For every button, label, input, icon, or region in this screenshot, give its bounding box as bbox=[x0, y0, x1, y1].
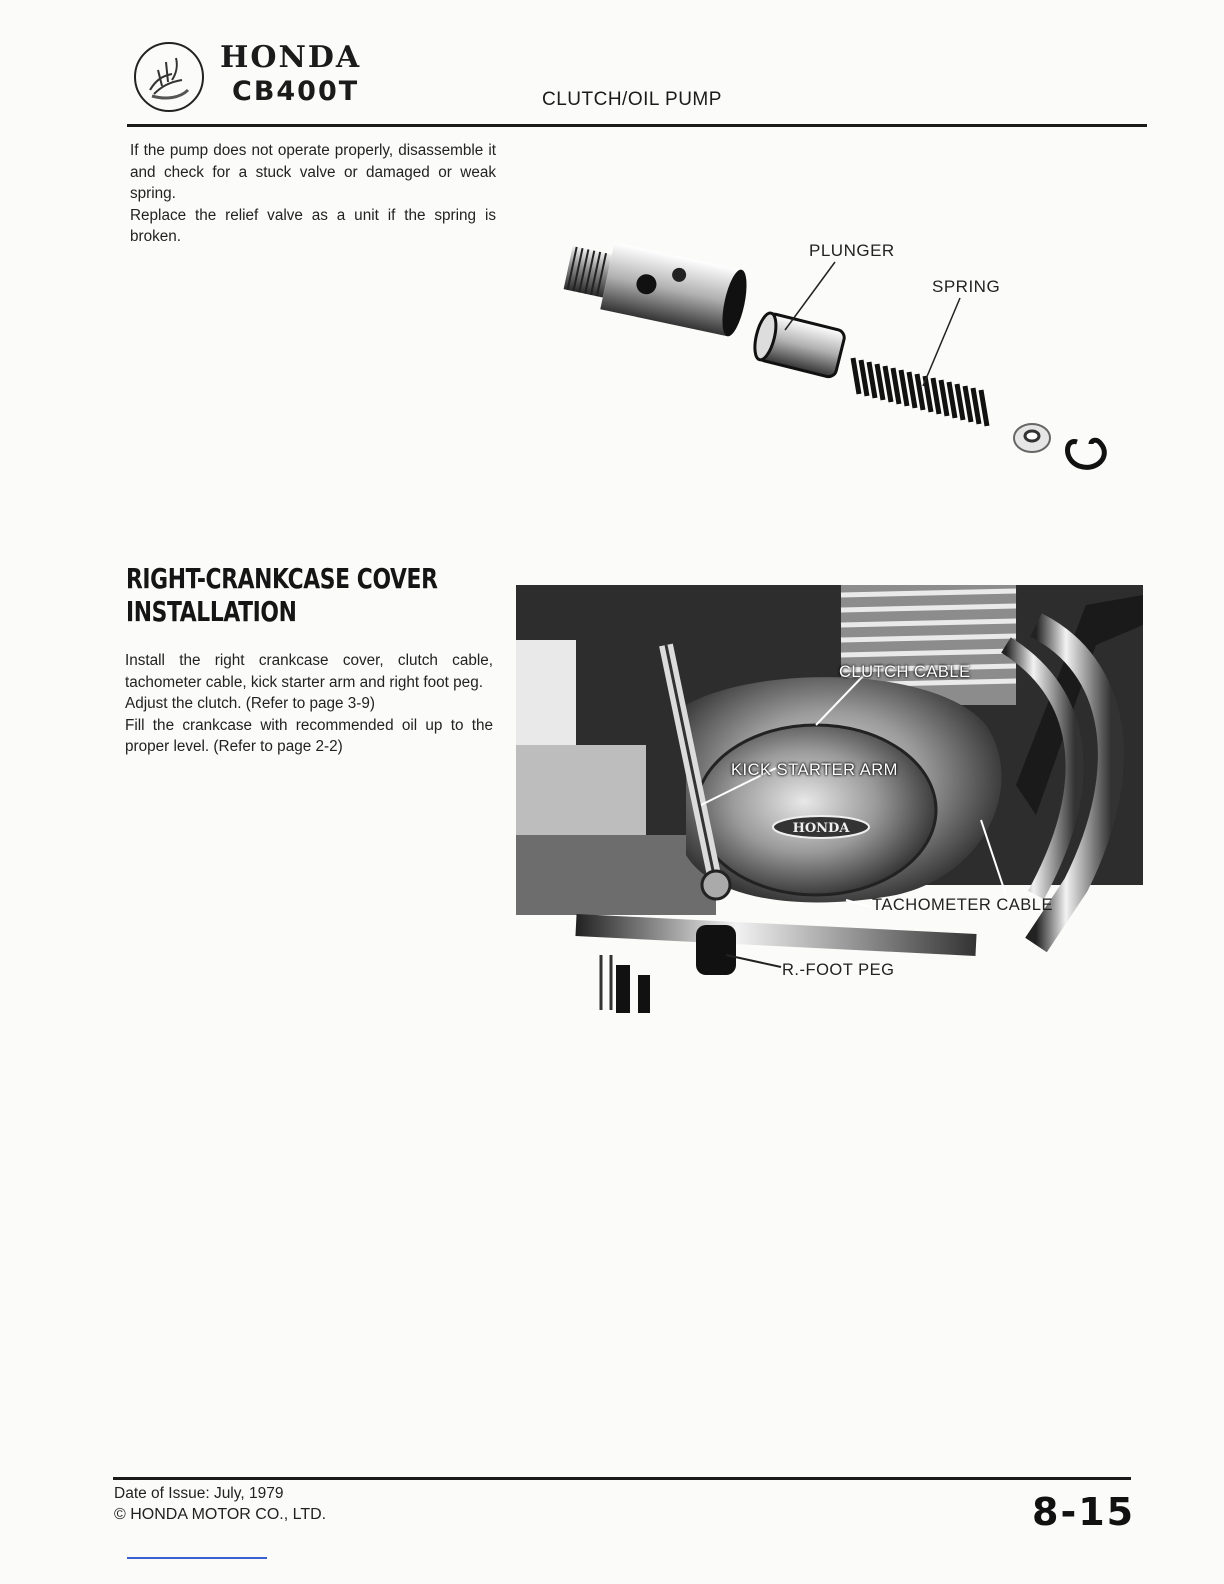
section-title: CLUTCH/OIL PUMP bbox=[542, 89, 722, 110]
section-heading bbox=[126, 562, 438, 628]
header-rule bbox=[127, 124, 1147, 127]
intro-text bbox=[130, 140, 496, 248]
honda-wing-logo bbox=[132, 40, 206, 114]
issue-date: Date of Issue: July, 1979 bbox=[114, 1485, 284, 1502]
plunger-part bbox=[751, 311, 846, 378]
model-name: CB400T bbox=[232, 76, 360, 107]
installation-step-2: Adjust the clutch. (Refer to page 3-9) bbox=[125, 695, 375, 712]
installation-text bbox=[125, 650, 493, 758]
installation-step-1: Install the right crankcase cover, clutch cable, tachometer cable, kick starter arm and right foot peg. bbox=[125, 652, 493, 691]
copyright: © HONDA MOTOR CO., LTD. bbox=[114, 1506, 327, 1523]
footer-rule bbox=[113, 1477, 1131, 1480]
clutch-cable-label: CLUTCH CABLE bbox=[839, 663, 971, 681]
foot-peg-label: R.-FOOT PEG bbox=[782, 961, 895, 979]
spring-part bbox=[853, 358, 987, 426]
washer-part bbox=[1014, 424, 1050, 452]
intro-paragraph: If the pump does not operate properly, disassemble it and check for a stuck valve or damaged or weak spring. bbox=[130, 142, 496, 202]
spring-label: SPRING bbox=[932, 277, 1001, 296]
page-number: 8-15 bbox=[1032, 1490, 1136, 1534]
blue-mark bbox=[127, 1557, 267, 1559]
tachometer-cable-label: TACHOMETER CABLE bbox=[872, 896, 1053, 914]
cover-badge-text: HONDA bbox=[792, 821, 850, 836]
valve-body bbox=[561, 234, 751, 338]
brand-name: HONDA bbox=[220, 40, 362, 75]
intro-paragraph-2: Replace the relief valve as a unit if the spring is broken. bbox=[130, 206, 496, 245]
installation-step-3: Fill the crankcase with recommended oil up to the proper level. (Refer to page 2-2) bbox=[125, 716, 493, 755]
heading-line-2: INSTALLATION bbox=[126, 595, 297, 628]
kick-starter-arm-label: KICK STARTER ARM bbox=[731, 761, 898, 779]
plunger-label: PLUNGER bbox=[809, 241, 895, 260]
heading-line-1: RIGHT-CRANKCASE COVER bbox=[126, 562, 438, 595]
relief-valve-exploded-figure bbox=[545, 230, 1145, 490]
engine-photo bbox=[516, 585, 1143, 1013]
circlip-part bbox=[1068, 440, 1105, 467]
